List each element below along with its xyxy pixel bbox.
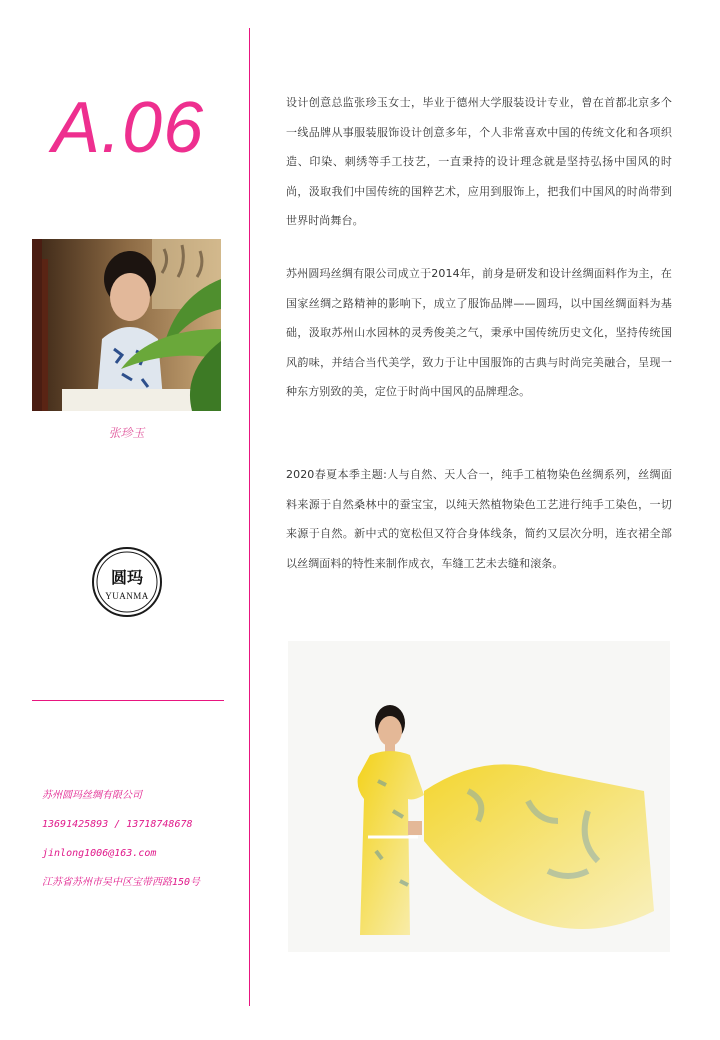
svg-text:圆玛: 圆玛 bbox=[110, 568, 144, 587]
brand-logo bbox=[91, 546, 163, 618]
contact-block bbox=[42, 786, 247, 902]
designer-caption: 张珍玉 bbox=[108, 426, 145, 440]
postal-address: 江苏省苏州市吴中区宝带西路150号 bbox=[42, 877, 201, 888]
company-intro: 苏州圆玛丝绸有限公司成立于2014年，前身是研发和设计丝绸面料作为主，在国家丝绸之路精神的影响下，成立了服饰品牌——圆玛，以中国丝绸面料为基础，汲取苏州山水园林的灵秀俊美之气，秉承中国传统历史文化，坚持传统国风韵味，并结合当代美学，致力于让中国服饰的古典与时尚完美融合，呈现一种东方别致的美，定位于时尚中国风的品牌理念。 bbox=[286, 267, 672, 398]
email-address: jinlong1006@163.com bbox=[42, 848, 157, 859]
horizontal-divider bbox=[32, 700, 224, 701]
vertical-divider bbox=[249, 28, 250, 1006]
designer-bio: 设计创意总监张珍玉女士，毕业于德州大学服装设计专业，曾在首都北京多个一线品牌从事服装服饰设计创意多年，个人非常喜欢中国的传统文化和各项织造、印染、刺绣等手工技艺，一直秉持的设计理念就是坚持弘扬中国风的时尚，汲取我们中国传统的国粹艺术，应用到服饰上，把我们中国风的时尚带到世界时尚舞台。 bbox=[286, 96, 672, 227]
entry-code: A.06 bbox=[52, 88, 205, 168]
designer-portrait bbox=[32, 239, 221, 411]
collection-photo bbox=[288, 641, 670, 952]
phone-numbers: 13691425893 / 13718748678 bbox=[42, 819, 193, 830]
season-theme: 2020春夏本季主题:人与自然、天人合一，纯手工植物染色丝绸系列，丝绸面料来源于自然桑林中的蚕宝宝，以纯天然植物染色工艺进行纯手工染色，一切来源于自然。新中式的宽松但又符合身体线条，简约又层次分明，连衣裙全部以丝绸面料的特性来制作成衣，车缝工艺未去缝和滚条。 bbox=[286, 468, 672, 570]
company-name: 苏州圆玛丝绸有限公司 bbox=[42, 790, 142, 801]
yuanma-seal-icon bbox=[91, 546, 163, 618]
svg-text:YUANMA: YUANMA bbox=[105, 591, 149, 601]
